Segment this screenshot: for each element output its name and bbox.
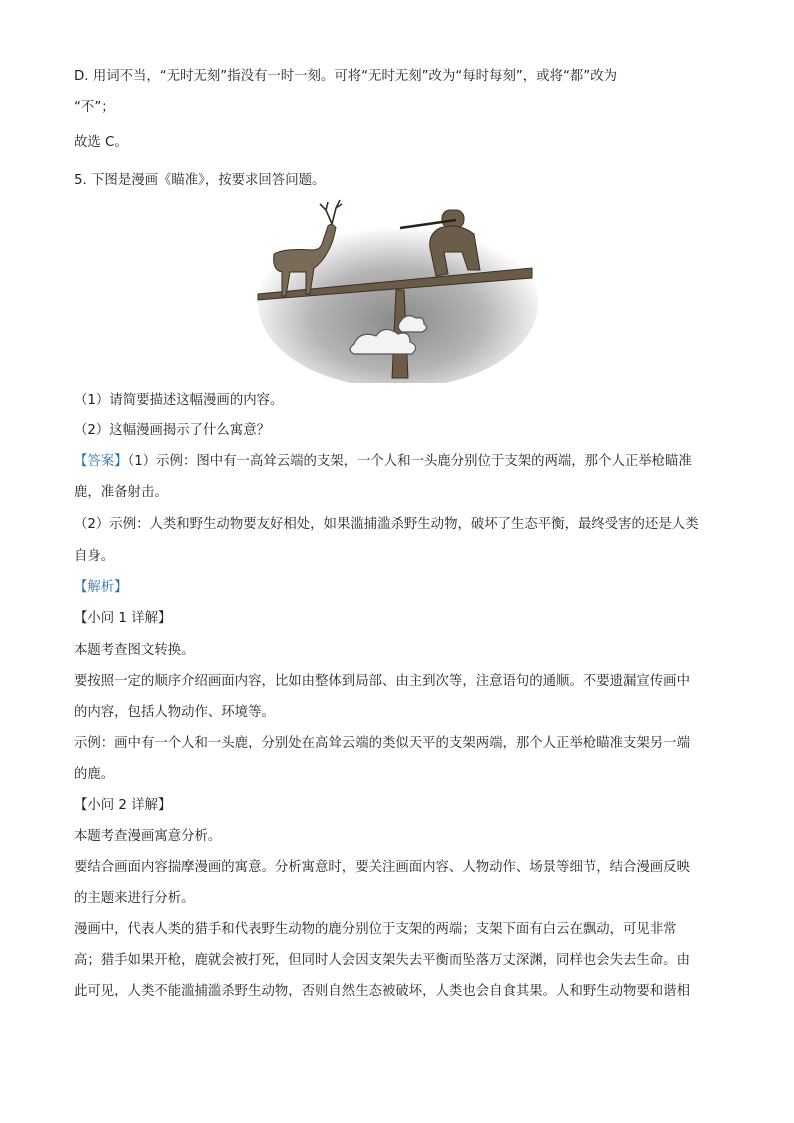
sub2-paragraph-3-cont2: 此可见，人类不能滥捕滥杀野生动物，否则自然生态被破坏，人类也会自食其果。人和野生动物要和谐相: [74, 984, 690, 999]
sub2-paragraph-3: 漫画中，代表人类的猎手和代表野生动物的鹿分别位于支架的两端；支架下面有白云在飘动，可见非常: [74, 922, 677, 937]
sub-question-1-heading: 【小问 1 详解】: [74, 611, 172, 626]
sub-question-1: （1）请简要描述这幅漫画的内容。: [74, 393, 284, 408]
choose-c-line: 故选 C。: [74, 135, 128, 150]
sub1-paragraph-2: 要按照一定的顺序介绍画面内容，比如由整体到局部、由主到次等，注意语句的通顺。不要遗漏宣传画中: [74, 674, 690, 689]
answer-label: 【答案】: [74, 454, 128, 469]
sub2-paragraph-3-cont: 高；猎手如果开枪，鹿就会被打死，但同时人会因支架失去平衡而坠落万丈深渊，同样也会失去生命。由: [74, 953, 690, 968]
sub-question-2: （2）这幅漫画揭示了什么寓意？: [74, 423, 270, 438]
answer-1-text: （1）示例：图中有一高耸云端的支架，一个人和一头鹿分别位于支架的两端，那个人正举枪瞄准: [127, 454, 692, 469]
sub1-paragraph-3-cont: 的鹿。: [74, 767, 115, 782]
question-5-title: 5. 下图是漫画《瞄准》，按要求回答问题。: [74, 173, 326, 188]
sub1-paragraph-1: 本题考查图文转换。: [74, 643, 195, 658]
sub1-paragraph-2-cont: 的内容，包括人物动作、环境等。: [74, 705, 275, 720]
analysis-label: 【解析】: [74, 580, 128, 595]
sub-question-2-heading: 【小问 2 详解】: [74, 798, 172, 813]
sub2-paragraph-2: 要结合画面内容揣摩漫画的寓意。分析寓意时，要关注画面内容、人物动作、场景等细节，结合漫画反映: [74, 860, 690, 875]
answer-2-text: （2）示例：人类和野生动物要友好相处，如果滥捕滥杀野生动物，破坏了生态平衡，最终受害的还是人类: [74, 517, 699, 532]
option-d-line-cont: “不”；: [74, 100, 115, 115]
sub2-paragraph-2-cont: 的主题来进行分析。: [74, 891, 195, 906]
answer-1-cont: 鹿，准备射击。: [74, 485, 168, 500]
sub1-paragraph-3: 示例：画中有一个人和一头鹿，分别处在高耸云端的类似天平的支架两端，那个人正举枪瞄准支架另一端: [74, 736, 690, 751]
answer-2-cont: 自身。: [74, 549, 115, 564]
cartoon-aiming-illustration: [250, 198, 540, 383]
sub2-paragraph-1: 本题考查漫画寓意分析。: [74, 829, 222, 844]
option-d-line: D. 用词不当，“无时无刻”指没有一时一刻。可将“无时无刻”改为“每时每刻”，或将“都”改为: [74, 69, 617, 84]
answer-paragraph-1: [74, 451, 720, 473]
